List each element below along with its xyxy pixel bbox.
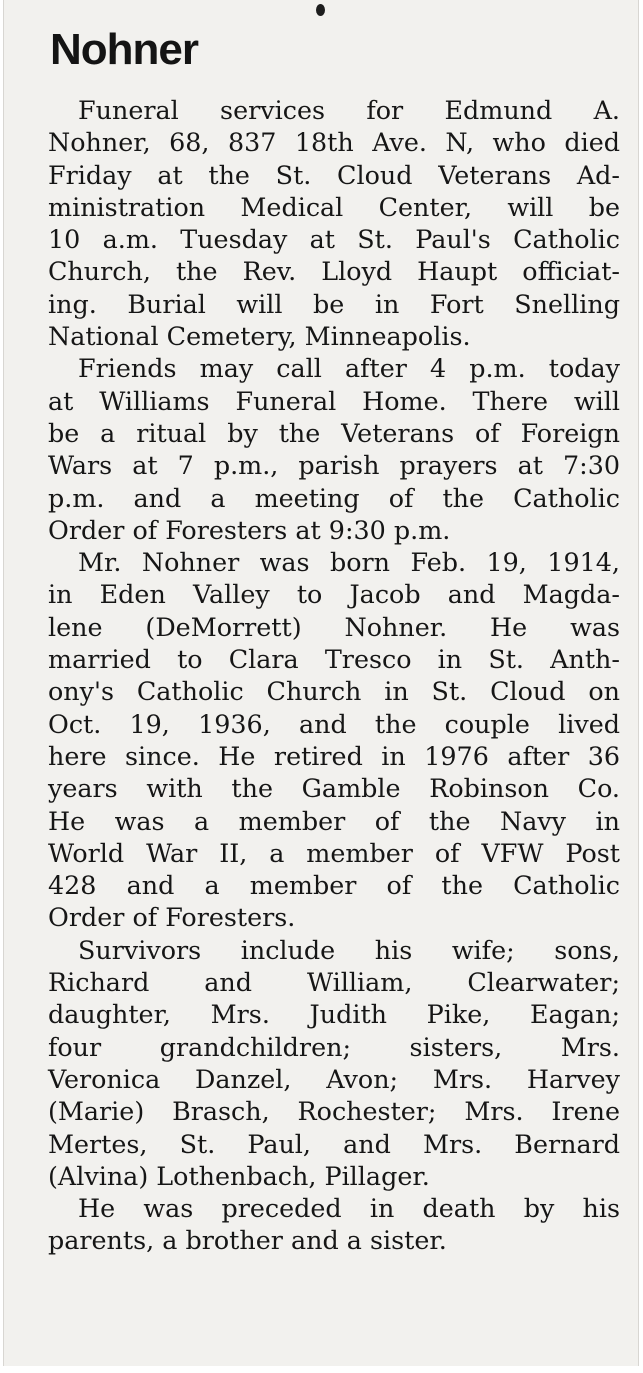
article-line: years with the Gamble Robinson Co. [48,773,620,804]
article-line: Nohner, 68, 837 18th Ave. N, who died [48,127,620,158]
article-line: (Alvina) Lothenbach, Pillager. [48,1160,430,1191]
article-line: Richard and William, Clearwater; [48,967,620,998]
article-line: Friends may call after 4 p.m. today [78,353,620,384]
article-line: lene (DeMorrett) Nohner. He was [48,611,620,642]
article-line: 10 a.m. Tuesday at St. Paul's Catholic [48,224,620,255]
article-line: He was a member of the Navy in [48,805,620,836]
obituary-article [48,94,620,1257]
article-line: Veronica Danzel, Avon; Mrs. Harvey [48,1063,620,1094]
article-line: at Williams Funeral Home. There will [48,385,620,416]
article-line: parents, a brother and a sister. [48,1225,447,1256]
article-line: here since. He retired in 1976 after 36 [48,740,620,771]
article-line: 428 and a member of the Catholic [48,870,620,901]
article-line: in Eden Valley to Jacob and Magda- [48,579,620,610]
article-line: (Marie) Brasch, Rochester; Mrs. Irene [48,1096,620,1127]
article-line: p.m. and a meeting of the Catholic [48,482,620,513]
article-line: ony's Catholic Church in St. Cloud on [48,676,620,707]
paragraph-visitation [48,352,620,546]
paragraph-preceded [48,1192,620,1257]
article-line: Order of Foresters. [48,902,296,933]
article-line: Church, the Rev. Lloyd Haupt officiat- [48,256,620,287]
article-line: four grandchildren; sisters, Mrs. [48,1031,620,1062]
article-line: World War II, a member of VFW Post [48,837,620,868]
article-line: Oct. 19, 1936, and the couple lived [48,708,620,739]
paragraph-survivors [48,934,620,1192]
article-line: Friday at the St. Cloud Veterans Ad- [48,159,620,190]
article-line: Mertes, St. Paul, and Mrs. Bernard [48,1128,620,1159]
paragraph-biography [48,546,620,934]
article-line: daughter, Mrs. Judith Pike, Eagan; [48,999,620,1030]
article-line: married to Clara Tresco in St. Anth- [48,644,620,675]
article-line: Order of Foresters at 9:30 p.m. [48,514,451,545]
article-line: Wars at 7 p.m., parish prayers at 7:30 [48,450,620,481]
article-line: be a ritual by the Veterans of Foreign [48,417,620,448]
paragraph-services [48,94,620,352]
ink-speck [316,4,325,16]
article-line: National Cemetery, Minneapolis. [48,321,471,352]
article-line: He was preceded in death by his [78,1193,620,1224]
article-line: Mr. Nohner was born Feb. 19, 1914, [78,547,620,578]
obituary-headline: Nohner [50,25,198,74]
article-line: ing. Burial will be in Fort Snelling [48,288,620,319]
newspaper-clipping [3,0,639,1366]
article-line: Survivors include his wife; sons, [78,934,620,965]
article-line: ministration Medical Center, will be [48,191,620,222]
article-line: Funeral services for Edmund A. [78,95,620,125]
